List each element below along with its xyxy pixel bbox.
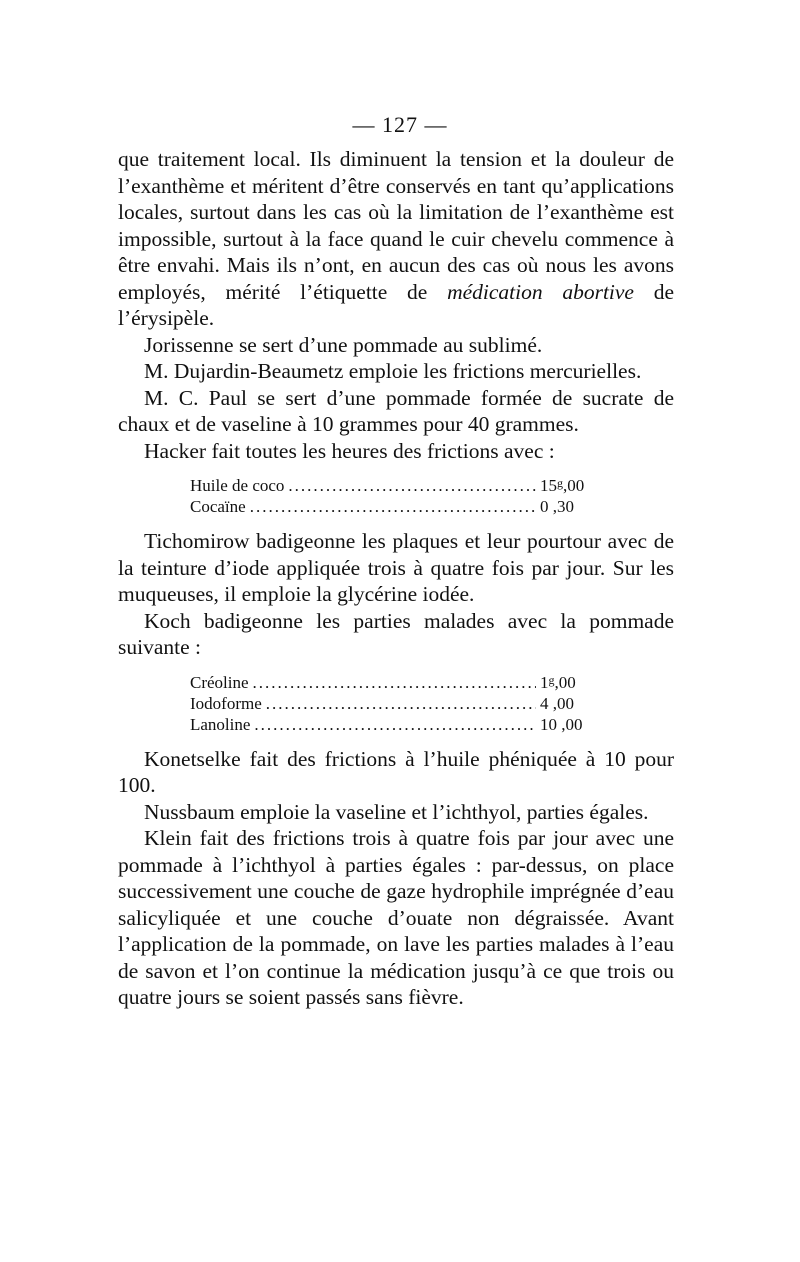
- leader-dots: [288, 476, 536, 495]
- body-text: [118, 146, 674, 1011]
- paragraph-hacker: Hacker fait toutes les heures des frictions avec :: [144, 438, 555, 463]
- ingredient-name: Iodoforme: [190, 693, 262, 713]
- paragraph-1: [118, 146, 674, 332]
- ingredient-quantity: 15$^g$,00: [540, 476, 585, 495]
- paragraph-jorissenne: Jorissenne se sert d’une pommade au sublimé.: [144, 332, 543, 357]
- paragraph-nussbaum: Nussbaum emploie la vaseline et l’ichthyol, parties égales.: [144, 799, 649, 824]
- paragraph-dujardin: M. Dujardin-Beaumetz emploie les frictions mercurielles.: [144, 359, 642, 383]
- formula-row: [190, 474, 600, 495]
- paragraph-1-text: que traitement local. Ils diminuent la tension et la douleur de l’exanthème et méritent d’être conservés en tant qu’applications locales, surtout dans les cas où la limitation de l’exanthème est impossible, surtout à la face quand le cuir chevelu commence à être envahi. Mais ils n’ont, en aucun des cas où nous les avons employés, mérité l’étiquette de: [118, 147, 674, 304]
- ingredient-quantity: 1$^g$,00: [540, 672, 576, 692]
- ingredient-name: Créoline: [190, 672, 249, 692]
- paragraph-klein: Klein fait des frictions trois à quatre fois par jour avec une pommade à l’ichthyol à parties égales : par-dessus, on place successivement une couche de gaze hydrophile imprégnée d’eau salicyliquée et une couche d’ouate non dégraissée. Avant l’application de la pommade, on lave les parties malades à l’eau de savon et l’on continue la médication jusqu’à ce que trois ou quatre jours se soient passés sans fièvre.: [118, 826, 674, 1009]
- formula-koch: [190, 671, 600, 734]
- paragraph-koch: Koch badigeonne les parties malades avec la pommade suivante :: [118, 608, 674, 659]
- formula-hacker: [190, 474, 600, 516]
- ingredient-quantity: 10 ,00: [540, 714, 583, 734]
- formula-row: [190, 692, 600, 713]
- leader-dots: [250, 497, 536, 516]
- ingredient-name: Cocaïne: [190, 497, 246, 516]
- ingredient-name: Huile de coco: [190, 476, 285, 495]
- formula-row: [190, 495, 600, 516]
- italic-term: médication abortive: [447, 279, 634, 304]
- leader-dots: [253, 673, 536, 692]
- formula-row: [190, 671, 600, 692]
- ingredient-quantity: 4 ,00: [540, 693, 574, 713]
- leader-dots: [254, 715, 536, 734]
- paragraph-konetselke: Konetselke fait des frictions à l’huile phéniquée à 10 pour 100.: [118, 746, 674, 797]
- paragraph-1-end: de l’érysipèle.: [118, 279, 675, 330]
- formula-row: [190, 713, 600, 734]
- paragraph-tichomirow: Tichomirow badigeonne les plaques et leur pourtour avec de la teinture d’iode appliquée trois à quatre fois par jour. Sur les muqueuses, il emploie la glycérine iodée.: [118, 529, 674, 606]
- page-number: — 127 —: [352, 112, 448, 137]
- paragraph-paul: M. C. Paul se sert d’une pommade formée de sucrate de chaux et de vaseline à 10 grammes pour 40 grammes.: [118, 385, 674, 436]
- leader-dots: [266, 694, 536, 713]
- ingredient-name: Lanoline: [190, 714, 251, 734]
- ingredient-quantity: 0 ,30: [540, 497, 574, 516]
